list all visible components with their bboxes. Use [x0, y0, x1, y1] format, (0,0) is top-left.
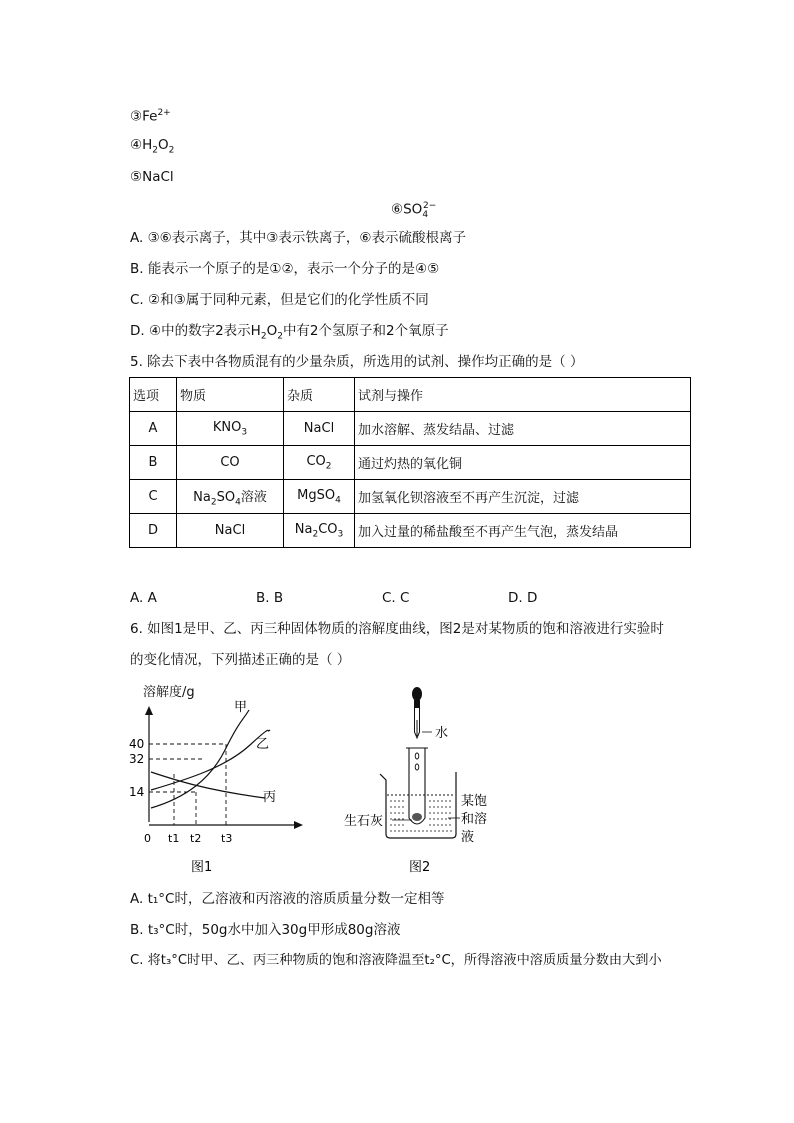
table-row [130, 412, 691, 446]
fig1-origin: 0 [144, 832, 151, 845]
table-row [130, 446, 691, 480]
fig2-label-water: 水 [435, 726, 449, 741]
q5-choice-b: B. B [256, 590, 284, 606]
fig1-ylabel: 溶解度/g [143, 685, 195, 700]
row-impurity: $CO_2$ [284, 446, 355, 480]
fig1-xtick-t1: t1 [168, 832, 180, 845]
row-option: D [130, 514, 177, 548]
q5-choice-a: A. A [130, 590, 157, 606]
fig1-label-yi: 乙 [256, 737, 270, 752]
header-operation: 试剂与操作 [355, 378, 691, 412]
row-substance: CO [177, 446, 284, 480]
row-option: A [130, 412, 177, 446]
symbol-6: $⑥SO_4^{2-}$ [391, 201, 437, 221]
row-option: C [130, 480, 177, 514]
fig1-ytick-14: 14 [129, 785, 145, 799]
figure-1-solubility-chart [125, 680, 315, 880]
q5-stem: 5. 除去下表中各物质混有的少量杂质，所选用的试剂、操作均正确的是（ ） [130, 354, 584, 370]
q5-choice-c: C. C [382, 590, 410, 606]
fig2-label-lime: 生石灰 [344, 814, 384, 829]
row-operation: 加水溶解、蒸发结晶、过滤 [355, 412, 691, 446]
row-substance: $Na_2SO_4$溶液 [177, 480, 284, 514]
q6-stem-line2: 的变化情况，下列描述正确的是（ ） [130, 652, 351, 668]
q6-option-a: A. t₁°C时，乙溶液和丙溶液的溶质质量分数一定相等 [130, 891, 445, 907]
symbol-3: $③Fe^{2+}$ [130, 108, 171, 125]
table-header-row [130, 378, 691, 412]
row-operation: 加入过量的稀盐酸至不再产生气泡，蒸发结晶 [355, 514, 691, 548]
q6-stem-line1: 6. 如图1是甲、乙、丙三种固体物质的溶解度曲线，图2是对某物质的饱和溶液进行实验时 [130, 621, 664, 637]
fig1-caption: 图1 [191, 860, 213, 875]
symbol-5: ⑤NaCl [130, 169, 174, 185]
fig1-ytick-32: 32 [129, 752, 145, 766]
curve-yi [151, 730, 270, 790]
row-substance: $KNO_3$ [177, 412, 284, 446]
fig2-label-solution-1: 某饱 [461, 794, 488, 809]
fig1-ytick-40: 40 [129, 737, 145, 751]
row-operation: 加氢氧化钡溶液至不再产生沉淀，过滤 [355, 480, 691, 514]
q4-option-d: D. ④中的数字2表示$H_2O_2$中有2个氢原子和2个氧原子 [130, 323, 449, 342]
fig1-label-bing: 丙 [263, 790, 277, 805]
fig1-label-jia: 甲 [234, 700, 248, 715]
fig1-xtick-t3: t3 [221, 832, 233, 845]
table-row [130, 514, 691, 548]
q5-table [129, 377, 691, 548]
q6-option-b: B. t₃°C时，50g水中加入30g甲形成80g溶液 [130, 922, 401, 938]
header-option: 选项 [130, 378, 177, 412]
row-impurity: NaCl [284, 412, 355, 446]
q6-option-c: C. 将t₃°C时甲、乙、丙三种物质的饱和溶液降温至t₂°C，所得溶液中溶质质量分数由大到小 [130, 953, 662, 968]
fig1-xtick-t2: t2 [190, 832, 202, 845]
symbol-4: $④H_2O_2$ [130, 137, 175, 156]
fig2-caption: 图2 [409, 860, 431, 875]
table-row [130, 480, 691, 514]
figure-2-beaker-diagram [340, 680, 500, 880]
q5-choice-d: D. D [508, 590, 538, 606]
row-impurity: $Na_2CO_3$ [284, 514, 355, 548]
q4-option-c: C. ②和③属于同种元素，但是它们的化学性质不同 [130, 292, 429, 308]
q4-option-a: A. ③⑥表示离子，其中③表示铁离子，⑥表示硫酸根离子 [130, 230, 466, 246]
row-impurity: MgSO$_4$ [284, 480, 355, 514]
fig2-label-solution-2: 和溶 [461, 812, 488, 827]
fig2-label-solution-3: 液 [461, 830, 475, 845]
header-impurity: 杂质 [284, 378, 355, 412]
header-substance: 物质 [177, 378, 284, 412]
row-option: B [130, 446, 177, 480]
row-operation: 通过灼热的氧化铜 [355, 446, 691, 480]
row-substance: NaCl [177, 514, 284, 548]
q4-option-b: B. 能表示一个原子的是①②，表示一个分子的是④⑤ [130, 261, 440, 277]
